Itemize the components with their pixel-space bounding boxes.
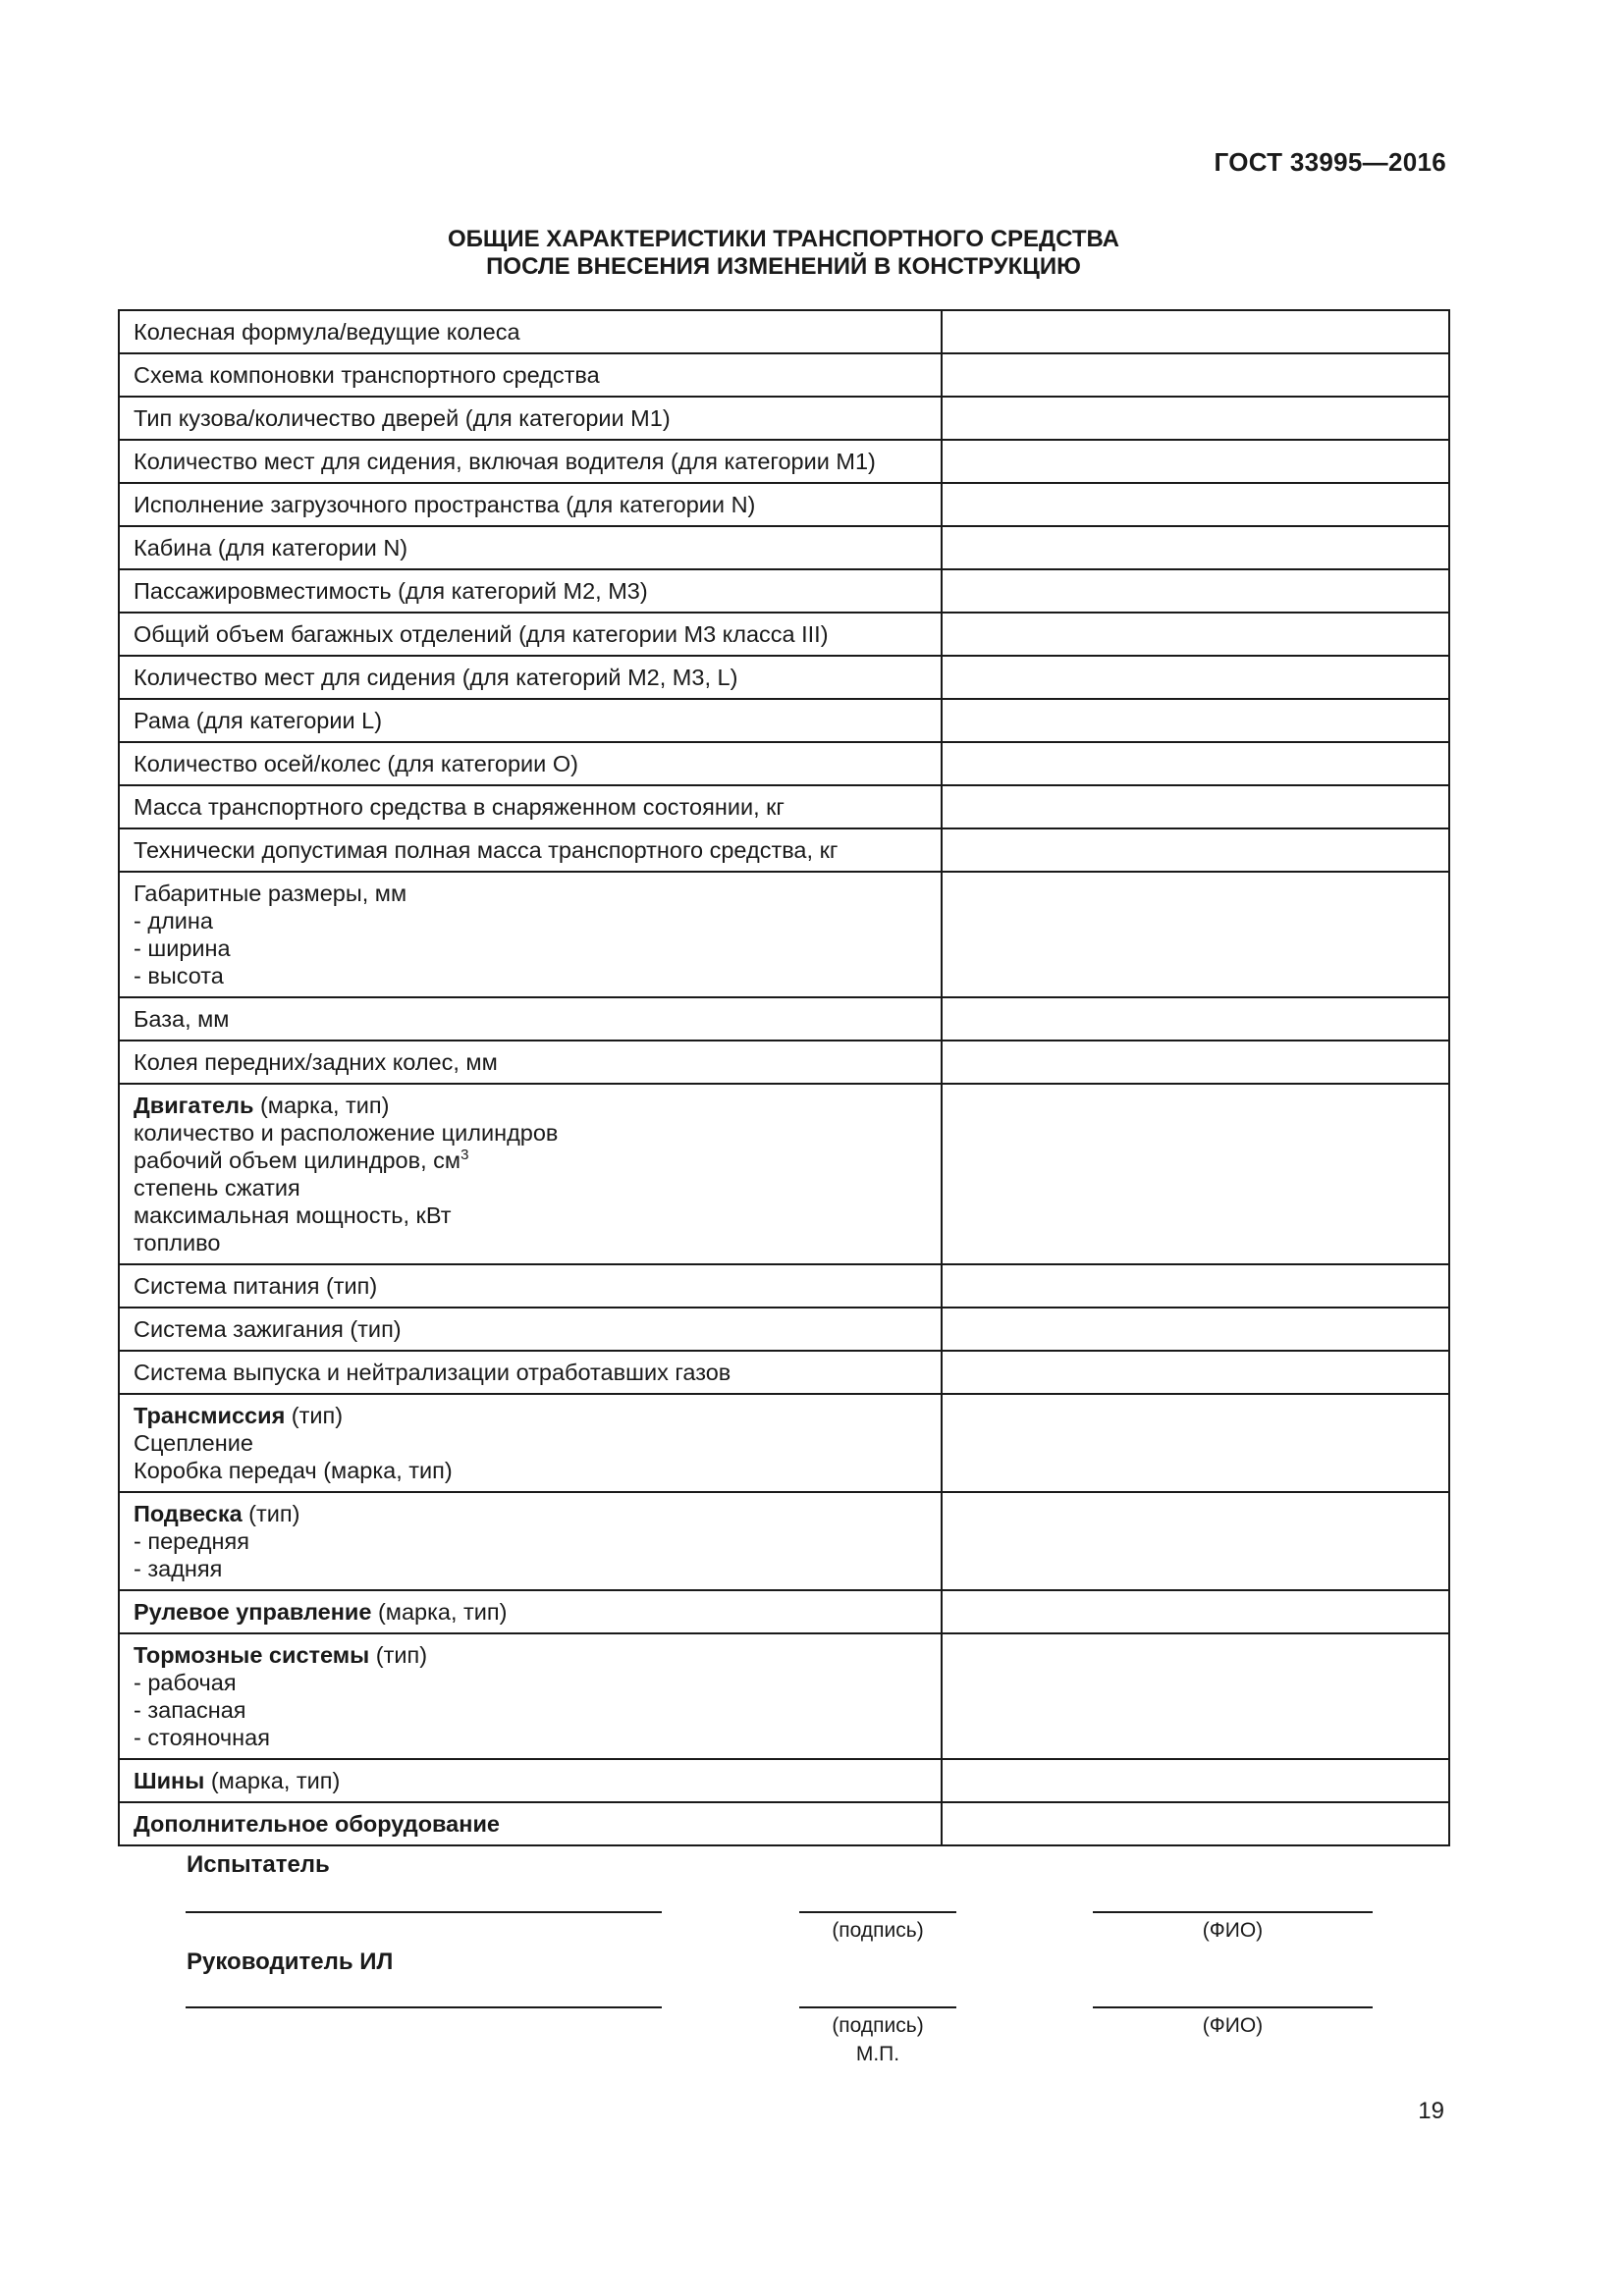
table-row [119,440,1449,483]
table-row [119,1351,1449,1394]
volume-label: рабочий объем цилиндров, см [134,1148,461,1173]
row-label: Исполнение загрузочного пространства (для категории N) [119,483,942,526]
row-title-bold: Тормозные системы [134,1642,370,1668]
row-subitem: - рабочая [134,1670,237,1695]
row-title [134,1641,927,1669]
table-row [119,1264,1449,1308]
head-position-line[interactable] [186,2006,662,2008]
row-label [119,1633,942,1759]
head-signature-caption: (подпись) [832,2014,924,2037]
table-row [119,483,1449,526]
value-cell[interactable] [942,1308,1449,1351]
head-name-line[interactable] [1093,2006,1373,2008]
value-cell[interactable] [942,440,1449,483]
row-subitem: - передняя [134,1528,249,1554]
value-cell[interactable] [942,656,1449,699]
table-row [119,785,1449,828]
tester-name-line[interactable] [1093,1911,1373,1913]
row-label: Колесная формула/ведущие колеса [119,310,942,353]
table-row [119,613,1449,656]
tester-signature-line[interactable] [799,1911,956,1913]
row-label [119,1084,942,1264]
value-cell[interactable] [942,1084,1449,1264]
row-label [119,1590,942,1633]
tester-label: Испытатель [187,1851,330,1878]
table-row [119,353,1449,397]
table-row [119,1041,1449,1084]
table-row [119,828,1449,872]
row-title-bold: Двигатель [134,1093,254,1118]
table-row [119,872,1449,997]
row-label: Количество осей/колес (для категории О) [119,742,942,785]
row-subitem: - запасная [134,1697,246,1723]
value-cell[interactable] [942,483,1449,526]
row-title-rest: (марка, тип) [204,1768,341,1793]
table-row [119,1633,1449,1759]
row-subitem: - длина [134,908,213,934]
table-row [119,310,1449,353]
table-row [119,1759,1449,1802]
value-cell[interactable] [942,997,1449,1041]
row-subitem: максимальная мощность, кВт [134,1202,452,1228]
page-number: 19 [1418,2098,1444,2124]
row-label: Количество мест для сидения, включая водителя (для категории М1) [119,440,942,483]
value-cell[interactable] [942,872,1449,997]
volume-superscript: 3 [460,1147,469,1163]
row-label: Количество мест для сидения (для категорий М2, М3, L) [119,656,942,699]
row-subitem: - задняя [134,1556,223,1581]
row-label: Технически допустимая полная масса транспортного средства, кг [119,828,942,872]
value-cell[interactable] [942,1041,1449,1084]
row-subitem: Коробка передач (марка, тип) [134,1458,453,1483]
tester-name-caption: (ФИО) [1202,1919,1264,1942]
row-subitem: - ширина [134,935,231,961]
row-label: Колея передних/задних колес, мм [119,1041,942,1084]
table-row [119,997,1449,1041]
value-cell[interactable] [942,569,1449,613]
row-label: Схема компоновки транспортного средства [119,353,942,397]
characteristics-table [118,309,1450,1846]
row-label: Рама (для категории L) [119,699,942,742]
row-label: База, мм [119,997,942,1041]
row-title [134,1092,927,1119]
page-title [0,226,1567,281]
table-row [119,526,1449,569]
value-cell[interactable] [942,526,1449,569]
value-cell[interactable] [942,1394,1449,1492]
row-title-rest: (тип) [285,1403,344,1428]
value-cell[interactable] [942,699,1449,742]
table-row [119,1308,1449,1351]
tester-position-line[interactable] [186,1911,662,1913]
row-label: Кабина (для категории N) [119,526,942,569]
row-label [119,1802,942,1845]
value-cell[interactable] [942,828,1449,872]
value-cell[interactable] [942,1264,1449,1308]
row-title: Габаритные размеры, мм [134,881,407,906]
table-row [119,1590,1449,1633]
row-subitem: Сцепление [134,1430,253,1456]
row-title-bold: Дополнительное оборудование [134,1811,500,1837]
value-cell[interactable] [942,1590,1449,1633]
row-label [119,1394,942,1492]
row-title-bold: Подвеска [134,1501,243,1526]
table-row [119,1802,1449,1845]
value-cell[interactable] [942,785,1449,828]
title-line-1: ОБЩИЕ ХАРАКТЕРИСТИКИ ТРАНСПОРТНОГО СРЕДСТВА [447,226,1119,252]
row-label: Система питания (тип) [119,1264,942,1308]
table-row [119,1394,1449,1492]
row-title-bold: Трансмиссия [134,1403,286,1428]
row-title-rest: (марка, тип) [253,1093,390,1118]
head-label: Руководитель ИЛ [187,1949,394,1975]
stamp-label: М.П. [855,2043,900,2065]
value-cell[interactable] [942,310,1449,353]
row-title-bold: Рулевое управление [134,1599,372,1625]
row-subitem: топливо [134,1230,221,1255]
row-label: Пассажировместимость (для категорий М2, М3) [119,569,942,613]
row-title-rest: (марка, тип) [371,1599,508,1625]
head-name-caption: (ФИО) [1202,2014,1264,2037]
value-cell[interactable] [942,1492,1449,1590]
row-label: Система выпуска и нейтрализации отработавших газов [119,1351,942,1394]
row-title-rest: (тип) [242,1501,300,1526]
table-row [119,742,1449,785]
row-title-rest: (тип) [369,1642,428,1668]
row-label: Масса транспортного средства в снаряженном состоянии, кг [119,785,942,828]
table-row [119,699,1449,742]
table-row [119,656,1449,699]
row-subitem: - высота [134,963,224,988]
table-row [119,1492,1449,1590]
table-row [119,1084,1449,1264]
row-label [119,1492,942,1590]
row-label: Общий объем багажных отделений (для категории М3 класса III) [119,613,942,656]
row-subitem: - стояночная [134,1725,270,1750]
tester-signature-caption: (подпись) [832,1919,924,1942]
row-label [119,1759,942,1802]
row-label: Тип кузова/количество дверей (для категории М1) [119,397,942,440]
row-label [119,872,942,997]
row-title-bold: Шины [134,1768,205,1793]
value-cell[interactable] [942,1802,1449,1845]
row-title [134,1500,927,1527]
title-line-2: ПОСЛЕ ВНЕСЕНИЯ ИЗМЕНЕНИЙ В КОНСТРУКЦИЮ [486,253,1081,280]
value-cell[interactable] [942,613,1449,656]
value-cell[interactable] [942,397,1449,440]
table-row [119,397,1449,440]
table-row [119,569,1449,613]
head-signature-line[interactable] [799,2006,956,2008]
row-subitem [134,1147,927,1174]
value-cell[interactable] [942,1351,1449,1394]
value-cell[interactable] [942,353,1449,397]
row-subitem: количество и расположение цилиндров [134,1120,559,1146]
row-subitem: степень сжатия [134,1175,300,1201]
value-cell[interactable] [942,1759,1449,1802]
row-label: Система зажигания (тип) [119,1308,942,1351]
row-title [134,1402,927,1429]
value-cell[interactable] [942,1633,1449,1759]
document-code: ГОСТ 33995—2016 [1214,147,1446,177]
value-cell[interactable] [942,742,1449,785]
